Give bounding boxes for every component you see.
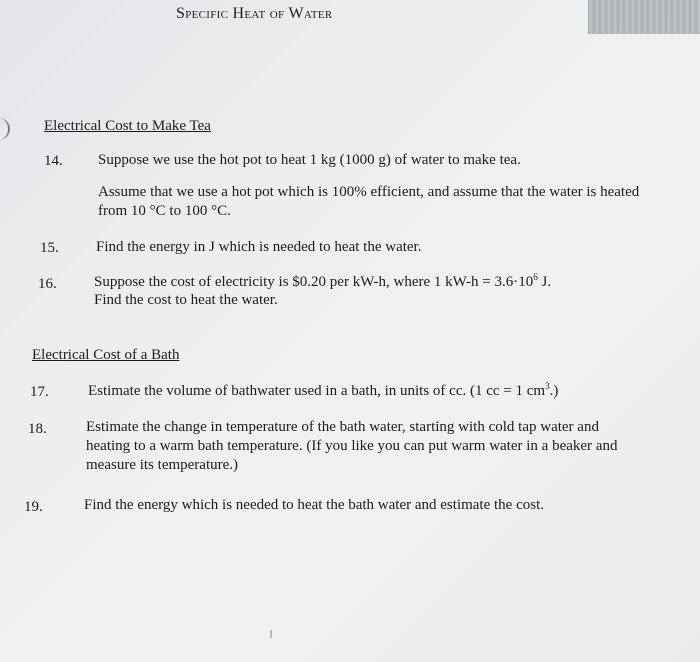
question-text-part: Estimate the volume of bathwater used in a bath, in units of cc. (1 cc = 1 cm <box>88 383 546 399</box>
exponent: 3 <box>545 381 550 391</box>
page-title: Specific Heat of Water <box>176 5 333 22</box>
question-text: Find the energy which is needed to heat the bath water and estimate the cost. <box>84 497 544 513</box>
question-text-part: Suppose the cost of electricity is $0.20 per kW-h, where 1 kW-h = 3.6·10 <box>94 274 534 290</box>
question-number: 19. <box>24 499 43 515</box>
question-number: 18. <box>28 421 47 437</box>
page-edge-mark <box>0 118 10 140</box>
question-text: measure its temperature.) <box>86 457 239 473</box>
question-number: 17. <box>30 384 49 400</box>
question-text <box>94 273 551 292</box>
background-object <box>588 0 700 34</box>
section-heading-bath: Electrical Cost of a Bath <box>32 347 180 363</box>
question-text: Estimate the change in temperature of the bath water, starting with cold tap water and <box>86 419 599 435</box>
paper-mark <box>270 630 272 638</box>
question-number: 15. <box>40 240 59 256</box>
question-text: Suppose we use the hot pot to heat 1 kg (1000 g) of water to make tea. <box>98 152 521 168</box>
question-number: 14. <box>44 153 63 169</box>
question-text-part: J. <box>537 274 552 290</box>
section-heading-tea: Electrical Cost to Make Tea <box>44 118 211 134</box>
question-text-part: .) <box>549 383 559 399</box>
question-text: Find the energy in J which is needed to heat the water. <box>96 239 422 255</box>
question-text <box>88 382 558 401</box>
question-text: heating to a warm bath temperature. (If you like you can put warm water in a beaker and <box>86 438 618 454</box>
question-text: Find the cost to heat the water. <box>94 292 278 308</box>
question-text: from 10 °C to 100 °C. <box>98 203 231 219</box>
question-text: Assume that we use a hot pot which is 100% efficient, and assume that the water is heated <box>98 184 640 200</box>
question-number: 16. <box>38 276 57 292</box>
exponent: 6 <box>533 272 538 282</box>
